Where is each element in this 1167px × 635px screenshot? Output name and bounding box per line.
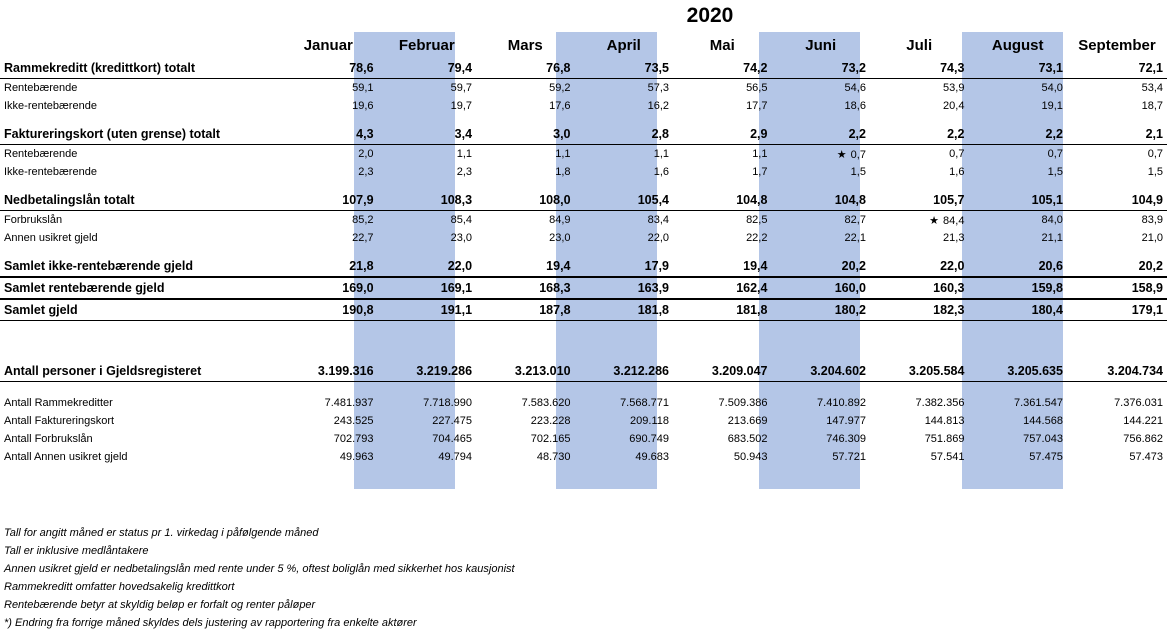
cell-value: 3.212.286 — [575, 361, 673, 382]
month-header: Juni — [805, 36, 837, 54]
spacer-cell — [870, 181, 968, 190]
cell-value: 1,1 — [752, 148, 768, 160]
cell-value: 757.043 — [1023, 433, 1063, 445]
spacer-cell — [279, 382, 377, 395]
spacer-cell — [870, 247, 968, 256]
cell-value: 7.361.547 — [1014, 397, 1063, 409]
month-header: Mai — [709, 36, 735, 54]
footnote-line: *) Endring fra forrige måned skyldes dels justering av rapportering fra enkelte aktører — [4, 617, 417, 629]
footnote-line: Tall er inklusive medlåntakere — [4, 545, 149, 557]
row-label: Forbrukslån — [4, 214, 63, 226]
footnote-line: Annen usikret gjeld er nedbetalingslån med rente under 5 %, oftest boliglån med sikkerhet hos kausjonist — [4, 563, 515, 575]
cell-value: 49.683 — [635, 451, 669, 463]
row-label: Ikke-rentebærende — [4, 166, 97, 178]
cell-value: 7.583.620 — [521, 397, 571, 409]
cell-value: 162,4 — [673, 277, 771, 299]
spacer-cell — [673, 247, 771, 256]
cell-value: 3.205.584 — [870, 361, 968, 382]
cell-value: 7.509.386 — [718, 397, 768, 409]
cell-value: 1,1 — [555, 148, 571, 160]
cell-value: 78,6 — [279, 58, 377, 79]
cell-value: 7.410.892 — [817, 397, 866, 409]
spacer-cell — [968, 115, 1066, 124]
cell-value: 159,8 — [968, 277, 1066, 299]
cell-value: 4,3 — [279, 124, 377, 145]
cell-value: 181,8 — [575, 299, 673, 321]
cell-value: 169,0 — [279, 277, 377, 299]
spacer-cell — [771, 247, 869, 256]
month-header: Februar — [398, 36, 455, 54]
header-row — [0, 32, 1167, 58]
cell-value: 54,0 — [1041, 82, 1063, 94]
cell-value: 79,4 — [378, 58, 477, 79]
spacer-cell — [1067, 382, 1167, 395]
cell-value: 190,8 — [279, 299, 377, 321]
spacer-cell — [0, 115, 279, 124]
cell-value: ★ 84,4 — [929, 214, 965, 227]
spacer-cell — [673, 181, 771, 190]
table-row — [0, 79, 1167, 98]
cell-value: 104,8 — [673, 190, 771, 211]
cell-value: 3,4 — [378, 124, 477, 145]
cell-value: 59,2 — [549, 82, 571, 94]
cell-value: 20,2 — [1067, 256, 1167, 277]
cell-value: 1,1 — [653, 148, 669, 160]
spacer-cell — [771, 181, 869, 190]
cell-value: 2,3 — [358, 166, 374, 178]
cell-value: 82,5 — [746, 214, 768, 226]
spacer-cell — [476, 321, 574, 362]
cell-value: 7.718.990 — [423, 397, 473, 409]
cell-value: 3.204.602 — [771, 361, 869, 382]
cell-value: 3,0 — [476, 124, 574, 145]
spacer-cell — [575, 181, 673, 190]
cell-value: 181,8 — [673, 299, 771, 321]
cell-value: 49.794 — [438, 451, 473, 463]
cell-value: 104,8 — [771, 190, 869, 211]
cell-value: 59,7 — [450, 82, 473, 94]
cell-value: 22,0 — [647, 232, 669, 244]
cell-value: 0,7 — [1047, 148, 1063, 160]
spacer-cell — [0, 181, 279, 190]
month-header: Juli — [906, 36, 933, 54]
cell-value: 82,7 — [844, 214, 866, 226]
spacer-cell — [870, 321, 968, 362]
cell-value: 22,0 — [378, 256, 477, 277]
row-label: Antall Rammekreditter — [4, 397, 113, 409]
cell-value: 2,0 — [358, 148, 374, 160]
row-label: Antall Annen usikret gjeld — [4, 451, 128, 463]
spacer-cell — [476, 115, 574, 124]
cell-value: 160,0 — [771, 277, 869, 299]
cell-value: 48.730 — [536, 451, 571, 463]
cell-value: 3.213.010 — [476, 361, 574, 382]
cell-value: 223.228 — [530, 415, 571, 427]
footnote-line: Tall for angitt måned er status pr 1. virkedag i påfølgende måned — [4, 527, 319, 539]
cell-value: 73,1 — [968, 58, 1066, 79]
cell-value: 20,4 — [943, 100, 965, 112]
summary-row — [0, 299, 1167, 321]
count-row — [0, 394, 1167, 412]
cell-value: 18,6 — [844, 100, 866, 112]
section-total-row — [0, 190, 1167, 211]
cell-value: 50.943 — [733, 451, 768, 463]
cell-value: 19,7 — [450, 100, 473, 112]
spacer-row — [0, 247, 1167, 256]
cell-value: 3.219.286 — [378, 361, 477, 382]
month-header: August — [991, 36, 1044, 54]
cell-value: 105,7 — [870, 190, 968, 211]
star-icon: ★ — [836, 148, 847, 161]
cell-value: 22,7 — [352, 232, 374, 244]
spacer-cell — [279, 181, 377, 190]
spacer-cell — [575, 321, 673, 362]
cell-value: 147.977 — [826, 415, 866, 427]
cell-value: 7.376.031 — [1114, 397, 1163, 409]
spacer-cell — [476, 382, 574, 395]
cell-value: 7.382.356 — [915, 397, 965, 409]
spacer-row — [0, 321, 1167, 362]
cell-value: 105,4 — [575, 190, 673, 211]
cell-value: 22,0 — [870, 256, 968, 277]
spacer-cell — [673, 321, 771, 362]
spacer-cell — [870, 382, 968, 395]
cell-value: 73,5 — [575, 58, 673, 79]
cell-value: 108,0 — [476, 190, 574, 211]
spacer-cell — [1067, 247, 1167, 256]
spacer-cell — [1067, 115, 1167, 124]
cell-value: 187,8 — [476, 299, 574, 321]
month-header: Mars — [507, 36, 543, 54]
cell-value: 22,1 — [844, 232, 866, 244]
row-label: Annen usikret gjeld — [4, 232, 98, 244]
cell-value: 83,4 — [647, 214, 669, 226]
cell-value: 107,9 — [279, 190, 377, 211]
cell-value: 7.568.771 — [620, 397, 669, 409]
spacer-cell — [968, 247, 1066, 256]
spacer-cell — [771, 321, 869, 362]
count-row — [0, 448, 1167, 466]
spacer-cell — [476, 181, 574, 190]
cell-value: 756.862 — [1123, 433, 1163, 445]
row-label: Antall Forbrukslån — [4, 433, 93, 445]
spacer-cell — [0, 321, 279, 362]
cell-value: 1,8 — [555, 166, 571, 178]
cell-value: 1,7 — [752, 166, 768, 178]
cell-value: 180,4 — [968, 299, 1066, 321]
row-label: Faktureringskort (uten grense) totalt — [0, 124, 279, 145]
cell-value: 144.568 — [1023, 415, 1063, 427]
section-total-row — [0, 58, 1167, 79]
cell-value: 0,7 — [1147, 148, 1163, 160]
cell-value: 21,8 — [279, 256, 377, 277]
footnotes — [4, 524, 704, 632]
cell-value: 1,5 — [850, 166, 866, 178]
count-row — [0, 412, 1167, 430]
row-label: Antall personer i Gjeldsregisteret — [0, 361, 279, 382]
cell-value: 182,3 — [870, 299, 968, 321]
cell-value: 105,1 — [968, 190, 1066, 211]
spacer-row — [0, 181, 1167, 190]
cell-value: 690.749 — [629, 433, 669, 445]
cell-value: 168,3 — [476, 277, 574, 299]
cell-value: 227.475 — [432, 415, 473, 427]
cell-value: 54,6 — [844, 82, 866, 94]
cell-value: 17,7 — [746, 100, 768, 112]
cell-value: 1,6 — [949, 166, 965, 178]
table-row — [0, 229, 1167, 247]
cell-value: 1,6 — [653, 166, 669, 178]
spacer-cell — [673, 382, 771, 395]
spacer-cell — [575, 115, 673, 124]
spacer-cell — [378, 382, 477, 395]
debt-table — [0, 32, 1167, 466]
cell-value: 0,7 — [949, 148, 965, 160]
cell-value: 57.475 — [1029, 451, 1063, 463]
spacer-cell — [1067, 181, 1167, 190]
spacer-cell — [279, 115, 377, 124]
cell-value: 59,1 — [352, 82, 374, 94]
cell-value: 72,1 — [1067, 58, 1167, 79]
cell-value: 3.204.734 — [1067, 361, 1167, 382]
cell-value: 704.465 — [432, 433, 473, 445]
cell-value: 53,9 — [943, 82, 965, 94]
spacer-cell — [771, 382, 869, 395]
row-label: Rammekreditt (kredittkort) totalt — [0, 58, 279, 79]
cell-value: 21,0 — [1141, 232, 1163, 244]
cell-value: 2,2 — [870, 124, 968, 145]
cell-value: 20,2 — [771, 256, 869, 277]
cell-value: 85,2 — [352, 214, 374, 226]
table-row — [0, 163, 1167, 181]
cell-value: 158,9 — [1067, 277, 1167, 299]
cell-value: 17,6 — [549, 100, 571, 112]
row-label: Rentebærende — [4, 82, 78, 94]
cell-value: 84,9 — [549, 214, 571, 226]
header-blank — [0, 32, 279, 58]
footnote-line: Rammekreditt omfatter hovedsakelig kredittkort — [4, 581, 235, 593]
spacer-cell — [575, 382, 673, 395]
cell-value: 751.869 — [924, 433, 965, 445]
row-label: Antall Faktureringskort — [4, 415, 115, 427]
cell-value: 243.525 — [333, 415, 374, 427]
row-label: Samlet gjeld — [0, 299, 279, 321]
spacer-cell — [968, 321, 1066, 362]
cell-value: 746.309 — [826, 433, 866, 445]
cell-value: 17,9 — [575, 256, 673, 277]
row-label: Ikke-rentebærende — [4, 100, 97, 112]
cell-value: 85,4 — [450, 214, 473, 226]
cell-value: 56,5 — [746, 82, 768, 94]
spacer-row — [0, 115, 1167, 124]
month-header: Januar — [303, 36, 353, 54]
row-label: Nedbetalingslån totalt — [0, 190, 279, 211]
cell-value: 22,2 — [746, 232, 768, 244]
month-header: September — [1078, 36, 1156, 54]
spacer-cell — [870, 115, 968, 124]
cell-value: ★ 0,7 — [836, 148, 866, 161]
cell-value: 213.669 — [727, 415, 768, 427]
cell-value: 3.209.047 — [673, 361, 771, 382]
cell-value: 2,8 — [575, 124, 673, 145]
year-title: 2020 — [686, 4, 734, 27]
cell-value: 23,0 — [549, 232, 571, 244]
cell-value: 144.221 — [1123, 415, 1163, 427]
cell-value: 57,3 — [647, 82, 669, 94]
spacer-cell — [968, 181, 1066, 190]
cell-value: 179,1 — [1067, 299, 1167, 321]
star-icon: ★ — [929, 214, 940, 227]
section-total-row — [0, 124, 1167, 145]
cell-value: 74,3 — [870, 58, 968, 79]
cell-value: 18,7 — [1141, 100, 1163, 112]
summary-row — [0, 256, 1167, 277]
row-label: Samlet ikke-rentebærende gjeld — [0, 256, 279, 277]
cell-value: 104,9 — [1067, 190, 1167, 211]
cell-value: 16,2 — [647, 100, 669, 112]
spacer-cell — [1067, 321, 1167, 362]
cell-value: 2,1 — [1067, 124, 1167, 145]
cell-value: 74,2 — [673, 58, 771, 79]
spacer-cell — [476, 247, 574, 256]
cell-value: 57.473 — [1129, 451, 1163, 463]
cell-value: 21,1 — [1041, 232, 1063, 244]
spacer-cell — [0, 382, 279, 395]
cell-value: 19,4 — [476, 256, 574, 277]
cell-value: 144.813 — [924, 415, 965, 427]
cell-value: 76,8 — [476, 58, 574, 79]
cell-value: 683.502 — [727, 433, 768, 445]
table-row — [0, 97, 1167, 115]
cell-value: 180,2 — [771, 299, 869, 321]
persons-row — [0, 361, 1167, 382]
cell-value: 209.118 — [630, 415, 669, 427]
spacer-cell — [279, 247, 377, 256]
cell-value: 108,3 — [378, 190, 477, 211]
footnote-line: Rentebærende betyr at skyldig beløp er forfalt og renter påløper — [4, 599, 316, 611]
cell-value: 20,6 — [968, 256, 1066, 277]
count-row — [0, 430, 1167, 448]
row-label: Samlet rentebærende gjeld — [0, 277, 279, 299]
cell-value: 7.481.937 — [324, 397, 374, 409]
cell-value: 702.793 — [333, 433, 374, 445]
cell-value: 23,0 — [450, 232, 473, 244]
spacer-cell — [378, 181, 477, 190]
cell-value: 73,2 — [771, 58, 869, 79]
cell-value: 3.205.635 — [968, 361, 1066, 382]
cell-value: 3.199.316 — [279, 361, 377, 382]
month-header: April — [606, 36, 641, 54]
spacer-cell — [968, 382, 1066, 395]
table-row — [0, 211, 1167, 230]
cell-value: 2,9 — [673, 124, 771, 145]
cell-value: 169,1 — [378, 277, 477, 299]
spacer-row — [0, 382, 1167, 395]
cell-value: 1,5 — [1047, 166, 1063, 178]
cell-value: 21,3 — [943, 232, 965, 244]
summary-row — [0, 277, 1167, 299]
spacer-cell — [279, 321, 377, 362]
cell-value: 191,1 — [378, 299, 477, 321]
spacer-cell — [378, 115, 477, 124]
cell-value: 160,3 — [870, 277, 968, 299]
cell-value: 49.963 — [339, 451, 374, 463]
cell-value: 53,4 — [1141, 82, 1163, 94]
cell-value: 1,5 — [1147, 166, 1163, 178]
spacer-cell — [575, 247, 673, 256]
cell-value: 2,2 — [968, 124, 1066, 145]
cell-value: 57.721 — [832, 451, 866, 463]
row-label: Rentebærende — [4, 148, 78, 160]
cell-value: 57.541 — [930, 451, 965, 463]
cell-value: 19,1 — [1041, 100, 1063, 112]
cell-value: 2,2 — [771, 124, 869, 145]
cell-value: 83,9 — [1141, 214, 1163, 226]
cell-value: 19,6 — [352, 100, 374, 112]
table-row — [0, 145, 1167, 164]
cell-value: 163,9 — [575, 277, 673, 299]
spacer-cell — [0, 247, 279, 256]
spacer-cell — [673, 115, 771, 124]
spacer-cell — [378, 321, 477, 362]
cell-value: 19,4 — [673, 256, 771, 277]
cell-value: 2,3 — [456, 166, 473, 178]
spacer-cell — [771, 115, 869, 124]
cell-value: 84,0 — [1041, 214, 1063, 226]
cell-value: 1,1 — [456, 148, 473, 160]
spacer-cell — [378, 247, 477, 256]
cell-value: 702.165 — [530, 433, 571, 445]
